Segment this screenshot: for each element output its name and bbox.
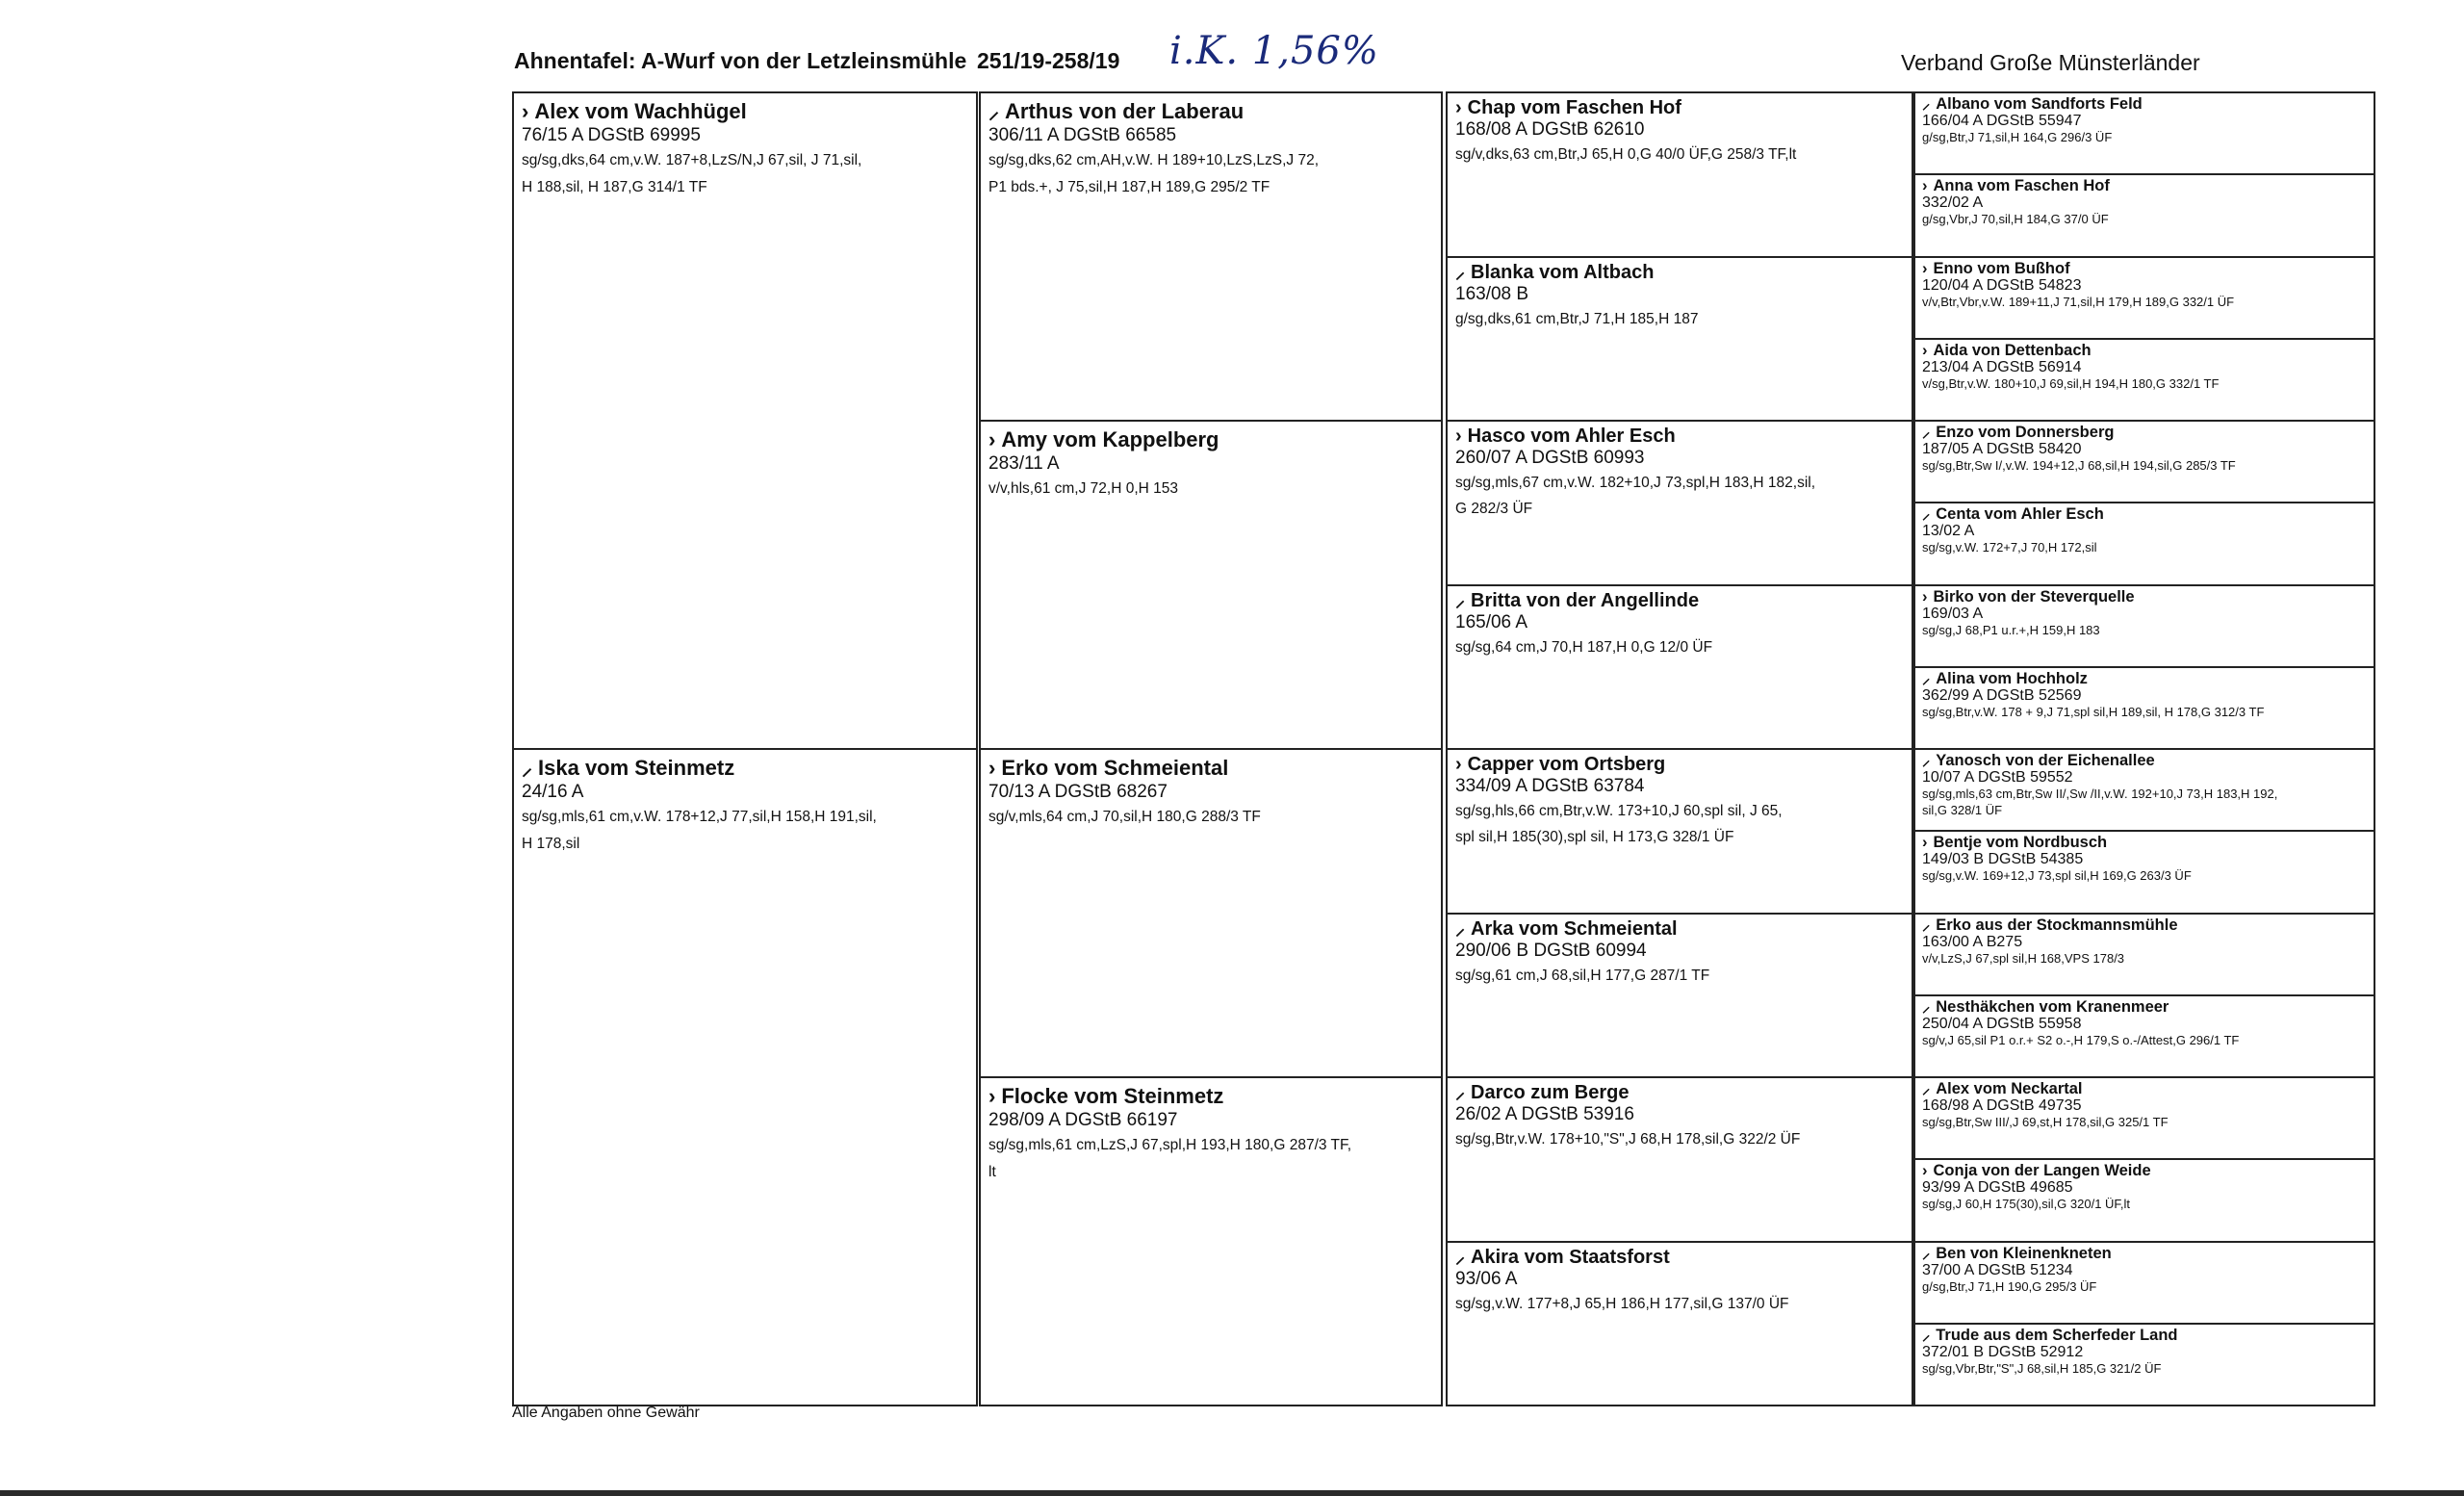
registry-number: 306/11 A DGStB 66585 <box>988 125 1177 145</box>
ancestor-name-text: Yanosch von der Eichenallee <box>1936 752 2155 769</box>
performance-record: sg/sg,hls,66 cm,Btr,v.W. 173+10,J 60,spl sil, J 65, <box>1455 803 1783 819</box>
performance-record: g/sg,Btr,J 71,H 190,G 295/3 ÜF <box>1922 1278 2097 1294</box>
ancestor-name <box>1922 505 2367 523</box>
female-check-icon: ⸝ <box>1922 1244 1931 1262</box>
male-check-icon: › <box>1922 834 1928 852</box>
registry-number: 93/06 A <box>1455 1268 1518 1289</box>
ancestor-card-gen2 <box>979 420 1443 750</box>
ancestor-name-text: Erko aus der Stockmannsmühle <box>1936 916 2178 934</box>
performance-record: spl sil,H 185(30),spl sil, H 173,G 328/1 ÜF <box>1455 829 1734 845</box>
ancestor-card-gen2 <box>979 91 1443 422</box>
ancestor-card-gen3 <box>1446 420 1913 586</box>
litter-numbers: 251/19-258/19 <box>977 48 1120 73</box>
registry-number: 163/08 B <box>1455 283 1529 304</box>
ancestor-name <box>1455 426 1904 447</box>
ancestor-name-text: Bentje vom Nordbusch <box>1933 834 2108 852</box>
ancestor-card-gen2 <box>979 1076 1443 1406</box>
ancestor-name-text: Enzo vom Donnersberg <box>1936 424 2115 441</box>
ancestor-name <box>522 99 968 124</box>
registry-number: 362/99 A DGStB 52569 <box>1922 686 2082 704</box>
ancestor-name-text: Aida von Dettenbach <box>1933 341 2092 359</box>
performance-record: H 188,sil, H 187,G 314/1 TF <box>522 179 707 195</box>
ancestor-name-text: Albano vom Sandforts Feld <box>1936 95 2143 113</box>
male-check-icon: › <box>1455 426 1462 447</box>
performance-record: sg/sg,Btr,Sw I/,v.W. 194+12,J 68,sil,H 194,sil,G 285/3 TF <box>1922 458 2236 473</box>
ancestor-name <box>1455 97 1904 118</box>
scan-edge <box>0 1490 2464 1496</box>
performance-record: lt <box>988 1164 996 1180</box>
registry-number: 26/02 A DGStB 53916 <box>1455 1104 1634 1124</box>
ancestor-name <box>1455 590 1904 611</box>
performance-record: v/v,LzS,J 67,spl sil,H 168,VPS 178/3 <box>1922 950 2125 966</box>
registry-number: 283/11 A <box>988 453 1060 474</box>
ancestor-card-gen3 <box>1446 584 1913 751</box>
male-check-icon: › <box>988 756 996 780</box>
performance-record: sg/sg,Vbr,Btr,"S",J 68,sil,H 185,G 321/2 ÜF <box>1922 1360 2162 1376</box>
registry-number: 250/04 A DGStB 55958 <box>1922 1015 2082 1032</box>
male-check-icon: › <box>1455 754 1462 775</box>
ancestor-card-gen4 <box>1913 338 2375 422</box>
ancestor-name <box>1455 1247 1904 1268</box>
male-check-icon: › <box>1922 587 1928 606</box>
registry-number: 120/04 A DGStB 54823 <box>1922 276 2082 294</box>
registry-number: 93/99 A DGStB 49685 <box>1922 1179 2073 1197</box>
ancestor-card-gen4 <box>1913 666 2375 750</box>
female-check-icon: ⸝ <box>1922 752 1931 769</box>
female-check-icon: ⸝ <box>1455 917 1465 940</box>
ancestor-card-gen3 <box>1446 913 1913 1079</box>
female-check-icon: ⸝ <box>1455 589 1465 611</box>
registry-number: 24/16 A <box>522 782 584 802</box>
ancestor-card-gen4 <box>1913 91 2375 175</box>
ancestor-name <box>1455 754 1904 775</box>
performance-record: sg/sg,v.W. 172+7,J 70,H 172,sil <box>1922 540 2097 555</box>
female-check-icon: ⸝ <box>1922 95 1931 113</box>
performance-record: sg/sg,64 cm,J 70,H 187,H 0,G 12/0 ÜF <box>1455 638 1713 656</box>
ancestor-card-gen4 <box>1913 173 2375 257</box>
performance-record: sg/sg,mls,63 cm,Btr,Sw II/,Sw /II,v.W. 192+10,J 73,H 183,H 192, <box>1922 787 2278 801</box>
performance-record: G 282/3 ÜF <box>1455 501 1533 517</box>
male-check-icon: › <box>1455 97 1462 118</box>
ancestor-name-text: Alex vom Neckartal <box>1936 1080 2083 1097</box>
ancestor-name-text: Capper vom Ortsberg <box>1467 754 1666 775</box>
performance-record: sg/sg,v.W. 177+8,J 65,H 186,H 177,sil,G 137/0 ÜF <box>1455 1295 1789 1312</box>
female-check-icon: ⸝ <box>1922 669 1931 687</box>
ancestor-name-text: Flocke vom Steinmetz <box>1001 1084 1224 1108</box>
ancestor-name-text: Anna vom Faschen Hof <box>1933 177 2110 195</box>
ancestor-card-gen1 <box>512 91 978 750</box>
registry-number: 37/00 A DGStB 51234 <box>1922 1261 2073 1278</box>
performance-record: g/sg,Vbr,J 70,sil,H 184,G 37/0 ÜF <box>1922 212 2109 227</box>
ancestor-name-text: Trude aus dem Scherfeder Land <box>1936 1326 2178 1344</box>
ancestor-name-text: Hasco vom Ahler Esch <box>1467 426 1676 447</box>
ancestor-name-text: Darco zum Berge <box>1471 1082 1630 1103</box>
male-check-icon: › <box>988 1084 996 1108</box>
female-check-icon: ⸝ <box>1922 1326 1931 1344</box>
ancestor-card-gen3 <box>1446 1241 1913 1407</box>
ancestor-name <box>1455 1082 1904 1103</box>
handwritten-inbreeding-note: i.K. 1,56% <box>1169 29 1379 73</box>
ancestor-name <box>988 427 1433 452</box>
ancestor-card-gen4 <box>1913 748 2375 832</box>
ancestor-name-text: Ben von Kleinenkneten <box>1936 1244 2112 1262</box>
female-check-icon: ⸝ <box>1455 1082 1465 1103</box>
ancestor-card-gen1 <box>512 748 978 1406</box>
female-check-icon: ⸝ <box>1922 997 1931 1016</box>
ancestor-card-gen3 <box>1446 256 1913 423</box>
ancestor-name <box>1922 588 2367 606</box>
performance-record: sg/sg,Btr,v.W. 178+10,"S",J 68,H 178,sil,G 322/2 ÜF <box>1455 1131 1801 1148</box>
ancestor-name <box>1922 1327 2367 1344</box>
male-check-icon: › <box>1922 177 1928 195</box>
female-check-icon: ⸝ <box>1922 916 1931 934</box>
female-check-icon: ⸝ <box>1455 1246 1465 1268</box>
registry-number: 163/00 A B275 <box>1922 933 2023 950</box>
ancestor-card-gen4 <box>1913 1076 2375 1160</box>
performance-record: v/v,Btr,Vbr,v.W. 189+11,J 71,sil,H 179,H 189,G 332/1 ÜF <box>1922 294 2235 309</box>
registry-number: 165/06 A <box>1455 611 1528 632</box>
performance-record: sg/sg,mls,61 cm,LzS,J 67,spl,H 193,H 180,G 287/3 TF, <box>988 1137 1352 1153</box>
registry-number: 169/03 A <box>1922 605 1984 622</box>
ancestor-card-gen4 <box>1913 830 2375 914</box>
female-check-icon: ⸝ <box>1455 261 1465 283</box>
ancestor-name-text: Nesthäkchen vom Kranenmeer <box>1936 997 2169 1016</box>
disclaimer-text: Alle Angaben ohne Gewähr <box>512 1405 700 1421</box>
ancestor-name <box>1922 95 2367 113</box>
performance-record: sil,G 328/1 ÜF <box>1922 803 2003 817</box>
performance-record: g/sg,dks,61 cm,Btr,J 71,H 185,H 187 <box>1455 310 1699 327</box>
ancestor-name <box>1922 998 2367 1016</box>
male-check-icon: › <box>1922 341 1928 359</box>
registry-number: 168/08 A DGStB 62610 <box>1455 119 1645 140</box>
ancestor-name <box>988 99 1433 124</box>
ancestor-name-text: Iska vom Steinmetz <box>538 756 735 780</box>
performance-record: sg/sg,dks,64 cm,v.W. 187+8,LzS/N,J 67,sil, J 71,sil, <box>522 152 862 168</box>
performance-record: P1 bds.+, J 75,sil,H 187,H 189,G 295/2 TF <box>988 179 1270 195</box>
ancestor-name <box>1455 918 1904 940</box>
ancestor-name-text: Alina vom Hochholz <box>1936 669 2088 687</box>
male-check-icon: › <box>1922 259 1928 277</box>
ancestor-name <box>1922 670 2367 687</box>
performance-record: sg/sg,dks,62 cm,AH,v.W. H 189+10,LzS,LzS,J 72, <box>988 152 1320 168</box>
female-check-icon: ⸝ <box>1922 1080 1931 1097</box>
ancestor-card-gen4 <box>1913 1323 2375 1406</box>
ancestor-card-gen4 <box>1913 1241 2375 1325</box>
ancestor-name <box>1922 1080 2367 1097</box>
performance-record: sg/v,J 65,sil P1 o.r.+ S2 o.-,H 179,S o.-/Attest,G 296/1 TF <box>1922 1032 2240 1047</box>
ancestor-name-text: Erko vom Schmeiental <box>1001 756 1229 780</box>
registry-number: 298/09 A DGStB 66197 <box>988 1110 1178 1130</box>
male-check-icon: › <box>522 99 529 123</box>
performance-record: g/sg,Btr,J 71,sil,H 164,G 296/3 ÜF <box>1922 130 2113 144</box>
performance-record: v/v,hls,61 cm,J 72,H 0,H 153 <box>988 480 1178 497</box>
ancestor-name-text: Centa vom Ahler Esch <box>1936 505 2104 524</box>
ancestor-card-gen3 <box>1446 748 1913 915</box>
ancestor-name <box>1922 260 2367 277</box>
male-check-icon: › <box>1922 1162 1928 1180</box>
ancestor-name-text: Akira vom Staatsforst <box>1471 1246 1670 1268</box>
performance-record: sg/sg,mls,61 cm,v.W. 178+12,J 77,sil,H 158,H 191,sil, <box>522 809 877 825</box>
registry-number: 260/07 A DGStB 60993 <box>1455 448 1645 468</box>
performance-record: sg/sg,mls,67 cm,v.W. 182+10,J 73,spl,H 183,H 182,sil, <box>1455 475 1816 491</box>
ancestor-card-gen4 <box>1913 994 2375 1078</box>
ancestor-card-gen4 <box>1913 420 2375 503</box>
ancestor-name-text: Alex vom Wachhügel <box>534 99 747 123</box>
registry-number: 187/05 A DGStB 58420 <box>1922 441 2082 457</box>
ancestor-name-text: Conja von der Langen Weide <box>1933 1162 2151 1180</box>
ancestor-name <box>1922 1245 2367 1262</box>
ancestor-card-gen2 <box>979 748 1443 1078</box>
ancestor-card-gen4 <box>1913 256 2375 340</box>
registry-number: 70/13 A DGStB 68267 <box>988 782 1168 802</box>
ancestor-name <box>1922 916 2367 934</box>
ancestor-name-text: Chap vom Faschen Hof <box>1467 97 1681 118</box>
registry-number: 290/06 B DGStB 60994 <box>1455 940 1647 961</box>
ancestor-name <box>1922 1162 2367 1179</box>
ancestor-name <box>522 756 968 781</box>
ancestor-name <box>1922 342 2367 359</box>
ancestor-name <box>1922 834 2367 851</box>
male-check-icon: › <box>988 427 996 451</box>
ancestor-name-text: Amy vom Kappelberg <box>1001 427 1219 451</box>
registry-number: 149/03 B DGStB 54385 <box>1922 851 2084 868</box>
ancestor-card-gen3 <box>1446 1076 1913 1243</box>
registry-number: 10/07 A DGStB 59552 <box>1922 769 2073 786</box>
document-title: Ahnentafel: A-Wurf von der Letzleinsmühle <box>514 48 967 73</box>
female-check-icon: ⸝ <box>988 99 1000 123</box>
ancestor-card-gen4 <box>1913 913 2375 996</box>
performance-record: sg/sg,J 68,P1 u.r.+,H 159,H 183 <box>1922 622 2100 637</box>
performance-record: sg/sg,Btr,v.W. 178 + 9,J 71,spl sil,H 189,sil, H 178,G 312/3 TF <box>1922 704 2265 719</box>
female-check-icon: ⸝ <box>1922 505 1931 524</box>
registry-number: 334/09 A DGStB 63784 <box>1455 776 1645 796</box>
ancestor-name <box>1922 177 2367 194</box>
female-check-icon: ⸝ <box>1922 424 1931 441</box>
performance-record: sg/sg,61 cm,J 68,sil,H 177,G 287/1 TF <box>1455 967 1710 984</box>
performance-record: H 178,sil <box>522 836 580 852</box>
ancestor-card-gen4 <box>1913 502 2375 585</box>
performance-record: sg/sg,v.W. 169+12,J 73,spl sil,H 169,G 263/3 ÜF <box>1922 868 2192 884</box>
performance-record: v/sg,Btr,v.W. 180+10,J 69,sil,H 194,H 180,G 332/1 TF <box>1922 375 2220 391</box>
performance-record: sg/sg,J 60,H 175(30),sil,G 320/1 ÜF,lt <box>1922 1197 2131 1212</box>
performance-record: sg/v,mls,64 cm,J 70,sil,H 180,G 288/3 TF <box>988 809 1261 825</box>
ancestor-name-text: Blanka vom Altbach <box>1471 261 1655 283</box>
breed-club-name: Verband Große Münsterländer <box>1901 50 2200 75</box>
female-check-icon: ⸝ <box>522 756 533 780</box>
ancestor-name <box>1922 424 2367 441</box>
performance-record: sg/v,dks,63 cm,Btr,J 65,H 0,G 40/0 ÜF,G 258/3 TF,lt <box>1455 146 1797 163</box>
ancestor-name <box>1455 262 1904 283</box>
registry-number: 13/02 A <box>1922 523 1975 540</box>
registry-number: 213/04 A DGStB 56914 <box>1922 358 2082 375</box>
registry-number: 168/98 A DGStB 49735 <box>1922 1097 2082 1114</box>
ancestor-name-text: Arka vom Schmeiental <box>1471 917 1678 940</box>
registry-number: 76/15 A DGStB 69995 <box>522 125 701 145</box>
ancestor-card-gen3 <box>1446 91 1913 258</box>
ancestor-card-gen4 <box>1913 1158 2375 1242</box>
ancestor-name <box>988 1084 1433 1109</box>
performance-record: sg/sg,Btr,Sw III/,J 69,st,H 178,sil,G 325/1 TF <box>1922 1115 2169 1129</box>
ancestor-name-text: Birko von der Steverquelle <box>1933 587 2135 606</box>
ancestor-name <box>1922 752 2367 769</box>
ancestor-name-text: Enno vom Bußhof <box>1933 259 2070 277</box>
registry-number: 166/04 A DGStB 55947 <box>1922 113 2082 129</box>
ancestor-name-text: Arthus von der Laberau <box>1005 99 1245 123</box>
registry-number: 372/01 B DGStB 52912 <box>1922 1343 2084 1360</box>
ancestor-name-text: Britta von der Angellinde <box>1471 589 1700 611</box>
ancestor-name <box>988 756 1433 781</box>
ancestor-card-gen4 <box>1913 584 2375 668</box>
registry-number: 332/02 A <box>1922 194 1984 212</box>
